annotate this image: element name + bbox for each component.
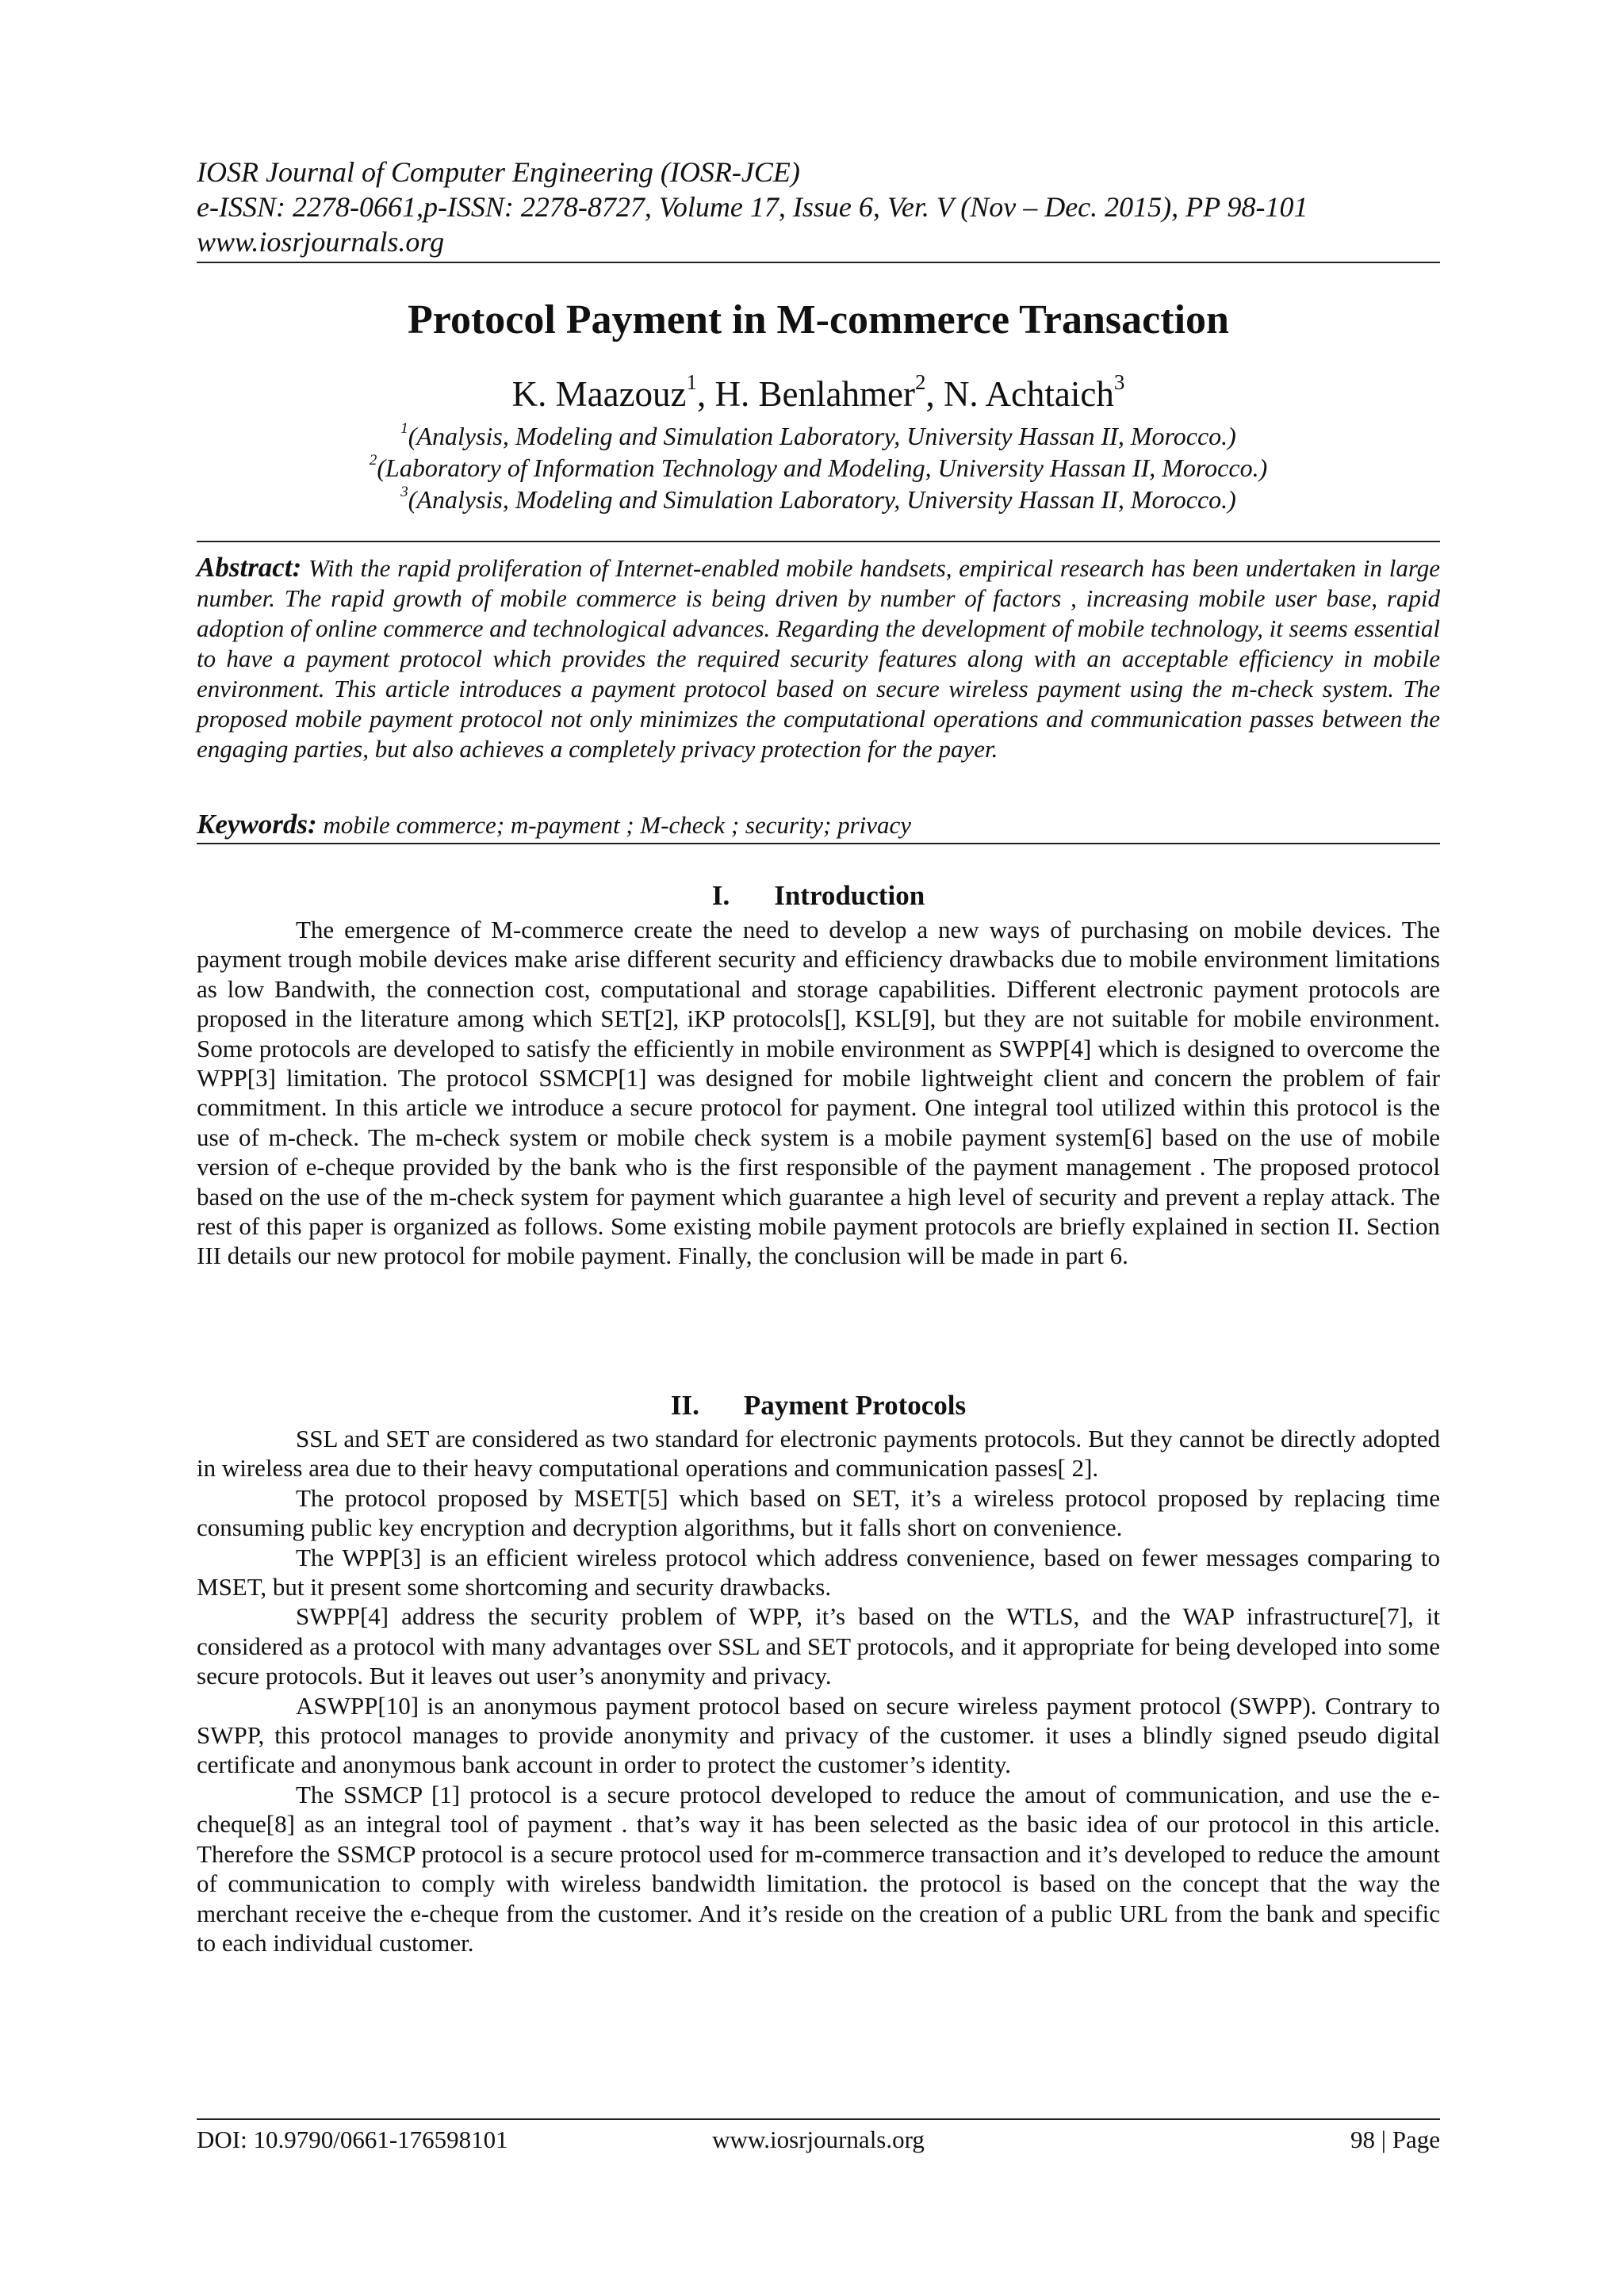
body-paragraph: The WPP[3] is an efficient wireless protocol which address convenience, based on fewer messages comparing to MSET, but it present some shortcoming and security drawbacks. [197, 1543, 1440, 1601]
author-separator: , [697, 374, 715, 414]
journal-header [197, 155, 1440, 259]
section-number: I. [711, 880, 730, 911]
abstract-text: With the rapid proliferation of Internet-enabled mobile handsets, empirical research has been undertaken in large number. The rapid growth of mobile commerce is being driven by number of factors , increasing mobile user base, rapid adoption of online commerce and technological advances. Regarding the development of mobile technology, it seems essential to have a payment protocol which provides the required security features along with an acceptable efficiency in mobile environment. This article introduces a payment protocol based on secure wireless payment using the m-check system. The proposed mobile payment protocol not only minimizes the computational operations and communication passes between the engaging parties, but also achieves a completely privacy protection for the payer. [197, 554, 1441, 763]
author-affiliation-mark: 2 [914, 369, 926, 394]
body-paragraph: The SSMCP [1] protocol is a secure protocol developed to reduce the amout of communication, and use the e-cheque[8] as an integral tool of payment . that’s way it has been selected as the basic idea of our protocol in this article. Therefore the SSMCP protocol is a secure protocol used for m-commerce transaction and it’s developed to reduce the amount of communication to comply with wireless bandwidth limitation. the protocol is based on the concept that the way the merchant receive the e-cheque from the customer. And it’s reside on the creation of a public URL from the bank and specific to each individual customer. [197, 1780, 1440, 1957]
affiliation-mark: 3 [400, 483, 408, 500]
author-affiliation-mark: 1 [686, 369, 698, 394]
affiliation-line [197, 420, 1440, 452]
affiliation-text: (Analysis, Modeling and Simulation Laboratory, University Hassan II, Morocco.) [408, 422, 1236, 450]
footer-rule [197, 2118, 1440, 2120]
section-title: Introduction [774, 880, 925, 911]
abstract-top-rule [197, 541, 1440, 542]
affiliation-list [197, 420, 1440, 515]
payment-protocols-body [197, 1424, 1440, 1957]
author-name: K. Maazouz [511, 374, 687, 414]
affiliation-text: (Laboratory of Information Technology and Modeling, University Hassan II, Morocco.) [377, 453, 1268, 482]
body-paragraph: SWPP[4] address the security problem of WPP, it’s based on the WTLS, and the WAP infrastructure[7], it considered as a protocol with many advantages over SSL and SET protocols, and it appropriate for being developed into some secure protocols. But it leaves out user’s anonymity and privacy. [197, 1602, 1440, 1690]
section-number: II. [670, 1390, 699, 1421]
author-affiliation-mark: 3 [1113, 369, 1125, 394]
section-heading-payment-protocols [197, 1389, 1440, 1422]
affiliation-line [197, 452, 1440, 484]
introduction-body [197, 915, 1440, 1271]
body-paragraph: The emergence of M-commerce create the need to develop a new ways of purchasing on mobile devices. The payment trough mobile devices make arise different security and efficiency drawbacks due to mobile environment limitations as low Bandwith, the connection cost, computational and storage capabilities. Different electronic payment protocols are proposed in the literature among which SET[2], iKP protocols[], KSL[9], but they are not suitable for mobile environment. Some protocols are developed to satisfy the efficiently in mobile environment as SWPP[4] which is designed to overcome the WPP[3] limitation. The protocol SSMCP[1] was designed for mobile lightweight client and concern the problem of fair commitment. In this article we introduce a secure protocol for payment. One integral tool utilized within this protocol is the use of m-check. The m-check system or mobile check system is a mobile payment system[6] based on the use of mobile version of e-cheque provided by the bank who is the first responsible of the payment management . The proposed protocol based on the use of the m-check system for payment which guarantee a high level of security and prevent a replay attack. The rest of this paper is organized as follows. Some existing mobile payment protocols are briefly explained in section II. Section III details our new protocol for mobile payment. Finally, the conclusion will be made in part 6. [197, 916, 1440, 1270]
keywords [197, 809, 1440, 840]
footer-page-number: 98 | Page [1350, 2126, 1440, 2153]
section-heading-introduction [197, 879, 1440, 913]
keywords-text: mobile commerce; m-payment ; M-check ; security; privacy [323, 811, 912, 839]
author-name: N. Achtaich [943, 374, 1114, 414]
keywords-bottom-rule [197, 843, 1440, 844]
journal-website: www.iosrjournals.org [197, 226, 445, 258]
paper-title: Protocol Payment in M-commerce Transaction [408, 297, 1229, 342]
affiliation-line [197, 484, 1440, 515]
section-title: Payment Protocols [743, 1390, 967, 1421]
journal-name: IOSR Journal of Computer Engineering (IOSR-JCE) [197, 156, 800, 188]
body-paragraph: The protocol proposed by MSET[5] which based on SET, it’s a wireless protocol proposed by replacing time consuming public key encryption and decryption algorithms, but it falls short on convenience. [197, 1483, 1440, 1542]
body-paragraph: SSL and SET are considered as two standard for electronic payments protocols. But they cannot be directly adopted in wireless area due to their heavy computational operations and communication passes[ 2]. [197, 1425, 1440, 1483]
abstract [197, 553, 1440, 764]
affiliation-mark: 1 [400, 419, 408, 437]
issn-line: e-ISSN: 2278-0661,p-ISSN: 2278-8727, Volume 17, Issue 6, Ver. V (Nov – Dec. 2015), PP 98-101 [197, 191, 1308, 223]
author-name: H. Benlahmer [714, 374, 915, 414]
body-paragraph: ASWPP[10] is an anonymous payment protocol based on secure wireless payment protocol (SWPP). Contrary to SWPP, this protocol manages to provide anonymity and privacy of the customer. it uses a blindly signed pseudo digital certificate and anonymous bank account in order to protect the customer’s identity. [197, 1691, 1440, 1779]
affiliation-text: (Analysis, Modeling and Simulation Laboratory, University Hassan II, Morocco.) [408, 485, 1236, 514]
footer-doi: DOI: 10.9790/0661-176598101 [197, 2126, 508, 2153]
author-list [197, 369, 1440, 415]
keywords-label: Keywords: [197, 809, 317, 840]
abstract-label: Abstract: [197, 552, 302, 583]
header-rule [197, 262, 1440, 263]
affiliation-mark: 2 [369, 451, 377, 469]
author-separator: , [925, 374, 944, 414]
footer-website: www.iosrjournals.org [712, 2126, 925, 2153]
